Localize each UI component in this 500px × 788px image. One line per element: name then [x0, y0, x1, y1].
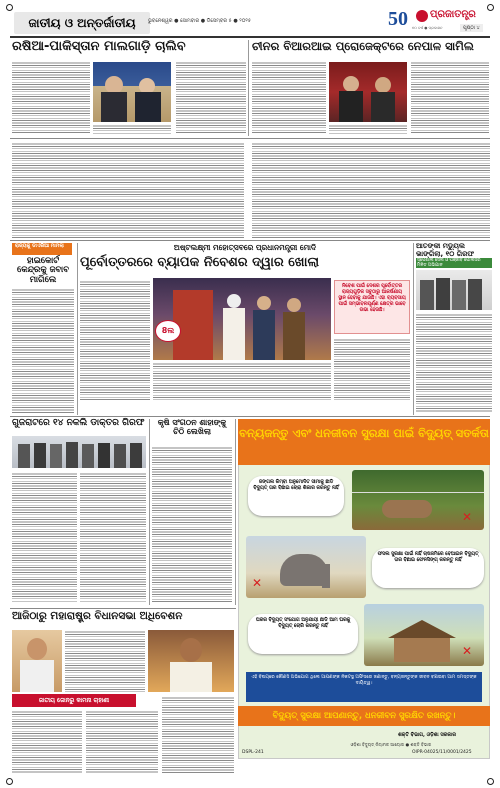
headline-arrest: ଆତଙ୍କୀ ମଡ୍ୟୁଲ ଭାଙ୍ଗିଲା, ୧୦ ଗିରଫ [416, 242, 475, 258]
body-text [252, 142, 490, 238]
pull-quote: ନିବେଶ ପାଇଁ ଦେଶର ପୂର୍ବୋତ୍ତର ରାଜ୍ୟଗୁଡ଼ିକ ସବୁଠାରୁ ଆକର୍ଷଣୀୟ ସ୍ଥାନ ହେବାକୁ ଯାଉଛି। ଏହା ବ୍ୟବସାୟ ପାଇଁ ସମ୍ଭାବନାପୂର୍ଣ୍ଣ କ୍ଷେତ୍ର ଭାବେ ଉଭା ହେଉଛି। [338, 284, 406, 313]
ad-tip-3: ଘରର ବିଦ୍ୟୁତ୍ ସଂଯୋଗ ଅନୁଯାୟୀ ଛାଡି ଆମ ଘରକୁ ବିଦ୍ୟୁତ୍ ଚୋରି କରନ୍ତୁ ନାହିଁ [255, 618, 351, 630]
cross-icon: ✕ [462, 510, 473, 524]
ad-notice-band [246, 672, 482, 702]
body-text [80, 280, 150, 400]
photo-arrested-group [416, 270, 492, 310]
anniversary-caption: ୫୦ ବର୍ଷ ● ପ୍ରକାଶନ [412, 26, 443, 30]
dateline: ଭୁବନେଶ୍ୱର ● ସୋମବାର ● ଡିସେମ୍ବର ୫ ● ୨୦୨୫ [148, 18, 252, 24]
section-title: ଜାତୀୟ ଓ ଅନ୍ତର୍ଜାତୀୟ [28, 16, 136, 30]
body-text [176, 61, 246, 133]
headline-gujarat: ଗୁଜରାଟରେ ୧୪ ନକଲି ଡାକ୍ତର ଗିରଫ [12, 418, 145, 428]
headline-russia-pakistan: ରଷିଆ-ପାକିସ୍ତାନ ମାଲଗାଡ଼ି ଚାଲିବ [12, 39, 186, 54]
registration-mark [487, 778, 494, 785]
ad-code-right: OIPR-04025/11/0001/2425 [412, 750, 472, 755]
ad-image-forest-wire [352, 470, 484, 530]
ad-slogan: ବିଦ୍ୟୁତ୍ ସୁରକ୍ଷା ଆପଣାନ୍ତୁ, ଧନଜୀବନ ସୁରକ୍ଷିତ ରଖନ୍ତୁ। [272, 711, 456, 721]
registration-mark [6, 4, 13, 11]
page-number: ପୃଷ୍ଠା ୪ [460, 24, 483, 32]
section-rule [10, 416, 490, 417]
ad-banner [238, 419, 490, 465]
headline-agri: କୃଷି ସଂଗଠନ ଶାହାଙ୍କୁ ଚିଠି ଲେଖିଲା [157, 418, 227, 436]
photo-fadnavis [12, 630, 62, 692]
ad-title: ବନ୍ୟଜନ୍ତୁ ଏବଂ ଧନଜୀବନ ସୁରକ୍ଷା ପାଇଁ ବିଦ୍ୟୁତ୍ ସତର୍କତା [239, 426, 489, 440]
photo-leader [148, 630, 234, 692]
event-logo [155, 320, 181, 342]
body-text [65, 630, 145, 692]
section-rule [10, 138, 490, 139]
ad-tip-2: ଫସଲ ସୁରକ୍ଷା ପାଇଁ ନାହିଁ ଚାଷଜମିରେ ବେଆଇନ ବିଦ୍ୟୁତ୍ ତାର ବିଛାଇ ଫେନସିଙ୍ଗ୍ କରନ୍ତୁ ନାହିଁ [377, 552, 479, 564]
event-logo-text: 8ଲ [161, 326, 175, 335]
ad-notice: ଏହି ବିଷୟରେ କୌଣସି ଅଭିଯୋଗ ଥିଲେ ଆପଣଙ୍କ ନିକଟସ୍ଥ ଅଫିସରେ ଜଣାନ୍ତୁ, ବନ୍ୟଜନ୍ତୁଙ୍କ ଜୀବନ ବଞ୍ଚାଇବା ଆମ ସମସ୍ତଙ୍କ ଦାୟିତ୍ୱ। [251, 675, 477, 686]
headline-china-nepal: ଚୀନର ବିଆରଆଇ ପ୍ରୋଜେକ୍ଟରେ ନେପାଳ ସାମିଲ [252, 39, 474, 53]
column-rule [149, 419, 150, 605]
column-rule [413, 243, 414, 415]
masthead-logo-icon [416, 10, 428, 22]
registration-mark [6, 778, 13, 785]
ad-footer: ଓଡ଼ିଶା ବିଦ୍ୟୁତ୍ ନିୟାମକ ଆୟୋଗ ● ଶକ୍ତି ବିଭାଗ [350, 742, 432, 747]
photo-modi-event [153, 278, 331, 360]
pull-quote-box [334, 280, 410, 334]
anniversary-number: 50 [388, 8, 408, 30]
ad-tip-1: ଜଙ୍ଗଲ କିମ୍ବା ଅନୁମୋଦିତ ସୀମାକୁ ଛାଡି ବିଦ୍ୟୁତ୍ ତାର ବିଛାଇ ଚୋରା ଶିକାର କରନ୍ତୁ ନାହିଁ [253, 480, 339, 492]
anniversary-logo [388, 8, 414, 32]
body-text [252, 61, 326, 133]
body-text [162, 696, 234, 774]
section-badge [14, 12, 150, 34]
headline-kolkata: ଜାତୀୟ ଜୋନରୁ କାମନା ଚାହାଣୀ [12, 694, 136, 707]
body-text [12, 472, 77, 602]
body-text [12, 61, 90, 133]
column-rule [248, 40, 249, 136]
photo-putin-sharif [93, 62, 171, 122]
photo-fake-doctors [12, 436, 146, 468]
kicker-high-court: ରାଜ୍ୟକୁ ଡାଏରିଆ ମାମଲା [12, 243, 72, 255]
ad-tip-bubble [372, 548, 484, 588]
body-text [80, 472, 146, 602]
kicker-modi: ଅଷ୍ଟଲକ୍ଷ୍ମୀ ମହୋତ୍ସବରେ ପ୍ରଧାନମନ୍ତ୍ରୀ ମୋଦି [173, 243, 317, 252]
body-text [12, 288, 74, 413]
cross-icon: ✕ [462, 644, 473, 658]
header-rule [10, 36, 490, 38]
masthead-title: ପ୍ରଜାତନ୍ତ୍ର [430, 9, 476, 20]
ad-tip-bubble [248, 614, 358, 654]
body-text [153, 362, 331, 400]
ad-tip-bubble [248, 476, 344, 516]
section-rule [10, 608, 236, 609]
body-text [12, 710, 82, 774]
section-rule [10, 240, 490, 241]
body-text [411, 61, 489, 133]
body-text [93, 124, 171, 134]
body-text [416, 313, 492, 413]
body-text [86, 710, 158, 774]
ad-department: ଶକ୍ତି ବିଭାଗ, ଓଡ଼ିଶା ସରକାର [397, 732, 457, 738]
registration-mark [487, 4, 494, 11]
body-text [152, 446, 232, 602]
body-text [329, 124, 407, 134]
ad-image-elephant [246, 536, 366, 598]
body-text [334, 338, 410, 400]
ad-slogan-band [238, 706, 490, 726]
ad-image-house [364, 604, 484, 666]
column-rule [77, 243, 78, 415]
headline-modi: ପୂର୍ବୋତ୍ତରରେ ବ୍ୟାପକ ନିବେଶର ଦ୍ୱାର ଖୋଲା [80, 255, 319, 270]
cross-icon: ✕ [252, 576, 263, 590]
headline-high-court: ହାଇକୋର୍ଟ କେନ୍ଦ୍ରକୁ ଜବାବ ମାଗିଲେ [16, 256, 70, 285]
column-rule [235, 419, 236, 605]
photo-xi-oli [329, 62, 407, 122]
kicker-arrest: ସ୍ପେଶାଲ ସେଲ ଓ ପଞ୍ଜାବ ପୋଲିସର ମିଳିତ ଅଭିଯାନ [416, 258, 492, 268]
ad-code-left: DSPL-241 [242, 750, 264, 755]
body-text [12, 142, 244, 238]
headline-maharashtra: ଆଜିଠାରୁ ମହାରାଷ୍ଟ୍ର ବିଧାନସଭା ଅଧିବେଶନ [12, 610, 183, 622]
